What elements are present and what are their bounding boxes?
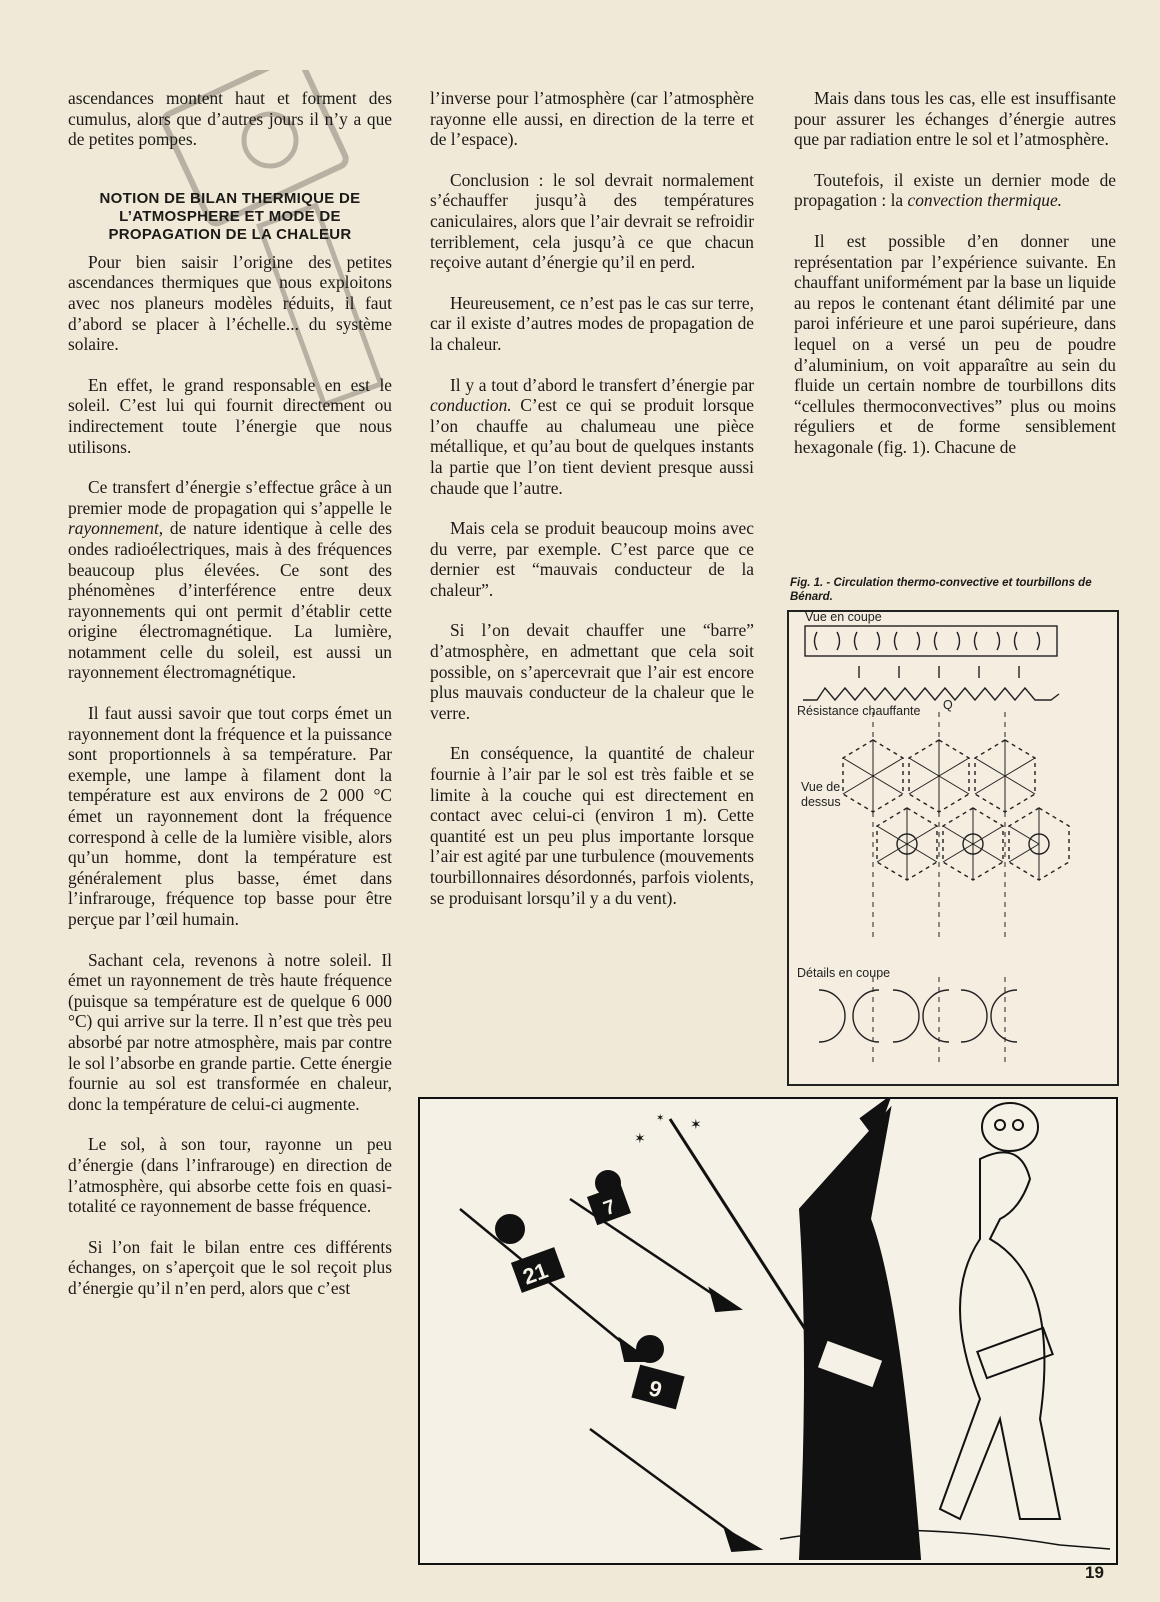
- label-heater-symbol: Q: [943, 698, 953, 712]
- svg-text:✶: ✶: [634, 1132, 646, 1147]
- svg-text:✶: ✶: [656, 1113, 665, 1124]
- section-heading: NOTION DE BILAN THERMIQUE DE L’ATMOSPHERE ET MODE DE PROPAGATION DE LA CHALEUR: [99, 189, 361, 243]
- convection-figure: [787, 610, 1119, 1086]
- paragraph: Heureusement, ce n’est pas le cas sur terre, car il existe d’autres modes de propagation de la chaleur.: [430, 292, 754, 354]
- label-heater: Résistance chauffante: [797, 704, 921, 718]
- text-column-1: [68, 88, 392, 1319]
- label-top-view-2: dessus: [801, 795, 841, 809]
- paragraph: Mais dans tous les cas, elle est insuffisante pour assurer les échanges d’énergie autres que par radiation entre le sol et l’atmosphère.: [794, 88, 1116, 150]
- paragraph: Conclusion : le sol devrait normalement s’échauffer jusqu’à des températures caniculaires, alors que l’air devrait se refroidir terriblement, cela jusqu’à ce que chacun reçoive autant d’énergie qu’il en perd.: [430, 169, 754, 273]
- convection-mark: [895, 632, 898, 650]
- figure-caption: Fig. 1. - Circulation thermo-convective et tourbillons de Bénard.: [790, 577, 1092, 603]
- convection-mark: [975, 632, 978, 650]
- text-column-3: [794, 88, 1116, 478]
- svg-text:✶: ✶: [690, 1118, 702, 1133]
- paragraph: Le sol, à son tour, rayonne un peu d’énergie (dans l’infrarouge) en direction de l’atmosphère, qui absorbe cette fois en quasi-totalité ce rayonnement de basse fréquence.: [68, 1134, 392, 1217]
- paragraph: Il est possible d’en donner une représentation par l’expérience suivante. En chauffant uniformément par la base un liquide au repos le contenant étant délimité par une paroi inférieure et une paroi supérieure, dans lequel on a versé un peu de poudre d’aluminium, on voit apparaître au sein du fluide un certain nombre de tourbillons dits “cellules thermoconvectives” plus ou moins réguliers et de forme sensiblement hexagonale (fig. 1). Chacune de: [794, 230, 1116, 457]
- paragraph: Ce transfert d’énergie s’effectue grâce à un premier mode de propagation qui s’appelle le rayonnement, de nature identique à celle des ondes radioélectriques, mais à des fréquences beaucoup plus élevées. Ce sont des phénomènes d’interférence entre deux rayonnements qui ont permit d’établir cette origine électromagnétique. La lumière, notamment celle du soleil, est aussi un rayonnement électromagnétique.: [68, 477, 392, 683]
- paragraph: Si l’on devait chauffer une “barre” d’atmosphère, en admettant que cela soit possible, on s’apercevrait que l’air est encore plus mauvais conducteur de la chaleur que le verre.: [430, 620, 754, 723]
- bib-9: 9: [646, 1375, 665, 1403]
- page-number: 19: [1085, 1563, 1104, 1582]
- paragraph: Il faut aussi savoir que tout corps émet un rayonnement dont la fréquence et la puissance sont proportionnels à sa température. Par exemple, une lampe à filament dont la température est aux environs de 2 000 °C émet un rayonnement dont la fréquence correspond à celle de la lumière visible, alors qu’un homme, dont la température est généralement plus basse, émet dans l’infrarouge, fréquence top basse pour être perçue par l’œil humain.: [68, 703, 392, 929]
- paragraph: l’inverse pour l’atmosphère (car l’atmosphère rayonne elle aussi, en direction de la terre et de l’espace).: [430, 88, 754, 150]
- cartoon-illustration: [418, 1097, 1118, 1565]
- convection-mark: [837, 632, 840, 650]
- convection-mark: [935, 632, 938, 650]
- convection-mark: [957, 632, 960, 650]
- paragraph: Pour bien saisir l’origine des petites ascendances thermiques que nous exploitons avec nos planeurs modèles réduits, il faut d’abord se placer à l’échelle... du système solaire.: [68, 251, 392, 355]
- convection-mark: [997, 632, 1000, 650]
- convection-mark: [877, 632, 880, 650]
- bib-21: 21: [519, 1257, 552, 1290]
- paragraph: En conséquence, la quantité de chaleur fournie à l’air par le sol est très faible et se limite à la couche qui est directement en contact avec celui-ci (environ 1 m). Cette quantité est un peu plus importante lorsque l’air est agité par une turbulence (mouvements tourbillonnaires désordonnés, parfois violents, se produisant lorsqu’il y a du vent).: [430, 743, 754, 908]
- paragraph: Il y a tout d’abord le transfert d’énergie par conduction. C’est ce qui se produit lorsque l’on chauffe au chalumeau une pièce métallique, et qu’au bout de quelques instants la partie que l’on tient devient presque aussi chaude que l’autre.: [430, 374, 754, 498]
- convection-mark: [1037, 632, 1040, 650]
- convection-drawing: [789, 612, 1117, 1084]
- label-top-view-1: Vue de: [801, 780, 841, 794]
- label-section-view: Vue en coupe: [805, 610, 882, 624]
- text-column-2: [430, 88, 754, 928]
- paragraph: Si l’on fait le bilan entre ces différents échanges, on s’aperçoit que le sol reçoit plus d’énergie qu’il n’en perd, alors que c’est: [68, 1236, 392, 1298]
- convection-mark: [855, 632, 858, 650]
- bib-7: 7: [600, 1195, 619, 1221]
- cell-marks: [815, 632, 1040, 650]
- label-detail-section: Détails en coupe: [797, 966, 891, 980]
- paragraph: Mais cela se produit beaucoup moins avec du verre, par exemple. C’est parce que ce dernier est “mauvais conducteur de la chaleur”.: [430, 518, 754, 600]
- convection-mark: [1015, 632, 1018, 650]
- paragraph: Sachant cela, revenons à notre soleil. Il émet un rayonnement de très haute fréquence (puisque sa température est de quelque 6 000 °C) qui arrive sur la terre. Il n’est que très peu absorbé par notre atmosphère, mais par contre le sol l’absorbe en grande partie. Cette énergie fournie au sol est transformée en chaleur, donc la température de celui-ci augmente.: [68, 949, 392, 1114]
- wizards-cartoon: [420, 1099, 1116, 1563]
- paragraph: En effet, le grand responsable en est le soleil. C’est lui qui fournit directement ou indirectement toute l’énergie que nous utilisons.: [68, 374, 392, 457]
- paragraph: ascendances montent haut et forment des cumulus, alors que d’autres jours il n’y a que de petites pompes.: [68, 88, 392, 150]
- convection-mark: [917, 632, 920, 650]
- paragraph: Toutefois, il existe un dernier mode de propagation : la convection thermique.: [794, 169, 1116, 211]
- convection-mark: [815, 632, 818, 650]
